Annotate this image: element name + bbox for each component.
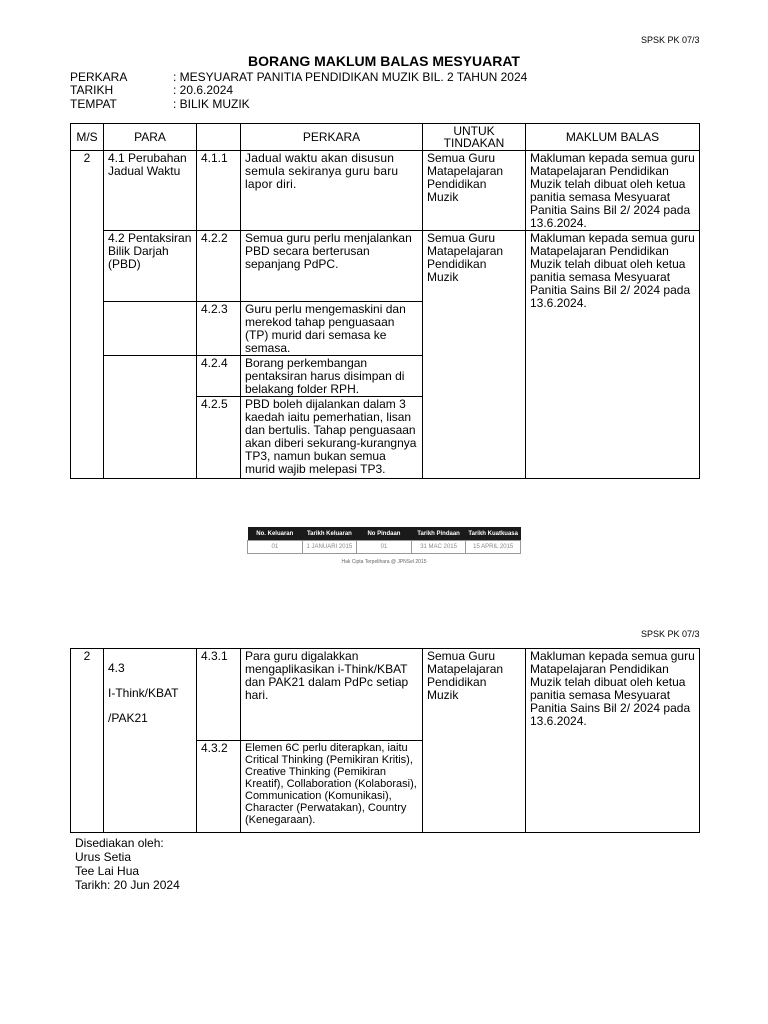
perkara-cell: PBD boleh dijalankan dalam 3 kaedah iaitu pemerhatian, lisan dan bertulis. Tahap penguasaan akan diberi sekurang-kurangnya TP3, namun bukan semua murid wajib melepasi TP3. (241, 397, 423, 479)
prepared-label: Disediakan oleh: (75, 836, 164, 850)
para-cell: 4.2 Pentaksiran Bilik Darjah (PBD) (104, 231, 197, 302)
revision-value: 01 (357, 541, 412, 554)
header-num (197, 124, 241, 151)
revision-header-row (248, 527, 521, 541)
meta-value: : 20.6.2024 (173, 83, 234, 97)
perkara-cell: Para guru digalakkan mengaplikasikan i-Think/KBAT dan PAK21 dalam PdPc setiap hari. (241, 649, 423, 741)
header-para: PARA (104, 124, 197, 151)
tindakan-cell: Semua Guru Matapelajaran Pendidikan Muzik (423, 649, 526, 833)
prepared-by-block (75, 836, 180, 892)
prepared-name: Tee Lai Hua (75, 864, 140, 878)
meta-key: PERKARA (70, 70, 128, 84)
feedback-table (70, 123, 700, 479)
ms-cell: 2 (71, 649, 104, 833)
form-code: SPSK PK 07/3 (641, 35, 700, 45)
para-cell (104, 356, 197, 397)
tindakan-cell: Semua Guru Matapelajaran Pendidikan Muzik (423, 231, 526, 479)
para-number: 4.3 (108, 661, 125, 675)
ms-cell: 2 (71, 151, 104, 479)
revision-value: 31 MAC 2015 (411, 541, 466, 554)
maklum-balas-cell: Makluman kepada semua guru Matapelajaran Pendidikan Muzik telah dibuat oleh ketua panitia semasa Mesyuarat Panitia Sains Bil 2/ 2024 pada 13.6.2024. (526, 231, 700, 479)
header-maklum-balas: MAKLUM BALAS (526, 124, 700, 151)
item-number: 4.1.1 (197, 151, 241, 231)
perkara-cell: Borang perkembangan pentaksiran harus disimpan di belakang folder RPH. (241, 356, 423, 397)
para-cell (104, 649, 197, 741)
perkara-cell: Jadual waktu akan disusun semula sekiranya guru baru lapor diri. (241, 151, 423, 231)
maklum-balas-cell: Makluman kepada semua guru Matapelajaran Pendidikan Muzik telah dibuat oleh ketua panitia semasa Mesyuarat Panitia Sains Bil 2/ 2024 pada 13.6.2024. (526, 649, 700, 833)
table-row (71, 151, 700, 231)
para-cell: 4.1 Perubahan Jadual Waktu (104, 151, 197, 231)
header-untuk-tindakan: UNTUK TINDAKAN (423, 124, 526, 151)
table-row (71, 231, 700, 302)
revision-value: 01 (248, 541, 303, 554)
meta-key: TARIKH (70, 83, 114, 97)
header-ms: M/S (71, 124, 104, 151)
revision-header: No. Keluaran (248, 527, 303, 541)
revision-header: Tarikh Keluaran (302, 527, 357, 541)
item-number: 4.2.3 (197, 302, 241, 356)
feedback-table-continued (70, 648, 700, 833)
perkara-cell: Elemen 6C perlu diterapkan, iaitu Critical Thinking (Pemikiran Kritis), Creative Thinking (Pemikiran Kreatif), Collaboration (Kolaborasi), Communication (Komunikasi), Character (Perwatakan), Country (Kenegaraan). (241, 741, 423, 833)
meta-value: : MESYUARAT PANITIA PENDIDIKAN MUZIK BIL. 2 TAHUN 2024 (173, 70, 528, 84)
revision-table (247, 527, 521, 554)
revision-value-row (248, 541, 521, 554)
perkara-cell: Semua guru perlu menjalankan PBD secara berterusan sepanjang PdPC. (241, 231, 423, 302)
form-code: SPSK PK 07/3 (641, 629, 700, 639)
table-header-row (71, 124, 700, 151)
revision-header: Tarikh Kuatkuasa (466, 527, 521, 541)
header-perkara: PERKARA (241, 124, 423, 151)
item-number: 4.2.2 (197, 231, 241, 302)
meta-value: : BILIK MUZIK (173, 97, 250, 111)
item-number: 4.3.2 (197, 741, 241, 833)
item-number: 4.3.1 (197, 649, 241, 741)
revision-header: Tarikh Pindaan (411, 527, 466, 541)
page-title: BORANG MAKLUM BALAS MESYUARAT (248, 53, 520, 69)
item-number: 4.2.4 (197, 356, 241, 397)
table-row (71, 649, 700, 741)
revision-header: No Pindaan (357, 527, 412, 541)
copyright-text: Hak Cipta Terpelihara @ JPNSel 2015 (341, 559, 427, 565)
para-cell (104, 397, 197, 479)
revision-value: 1 JANUARI 2015 (302, 541, 357, 554)
prepared-role: Urus Setia (75, 850, 132, 864)
para-label: I-Think/KBAT (108, 686, 179, 700)
para-label: /PAK21 (108, 711, 148, 725)
prepared-date: Tarikh: 20 Jun 2024 (75, 878, 180, 892)
para-cell (104, 302, 197, 356)
item-number: 4.2.5 (197, 397, 241, 479)
revision-value: 15 APRIL 2015 (466, 541, 521, 554)
maklum-balas-cell: Makluman kepada semua guru Matapelajaran Pendidikan Muzik telah dibuat oleh ketua panitia semasa Mesyuarat Panitia Sains Bil 2/ 2024 pada 13.6.2024. (526, 151, 700, 231)
tindakan-cell: Semua Guru Matapelajaran Pendidikan Muzik (423, 151, 526, 231)
meta-key: TEMPAT (70, 97, 117, 111)
perkara-cell: Guru perlu mengemaskini dan merekod tahap penguasaan (TP) murid dari semasa ke semasa. (241, 302, 423, 356)
para-cell (104, 741, 197, 833)
